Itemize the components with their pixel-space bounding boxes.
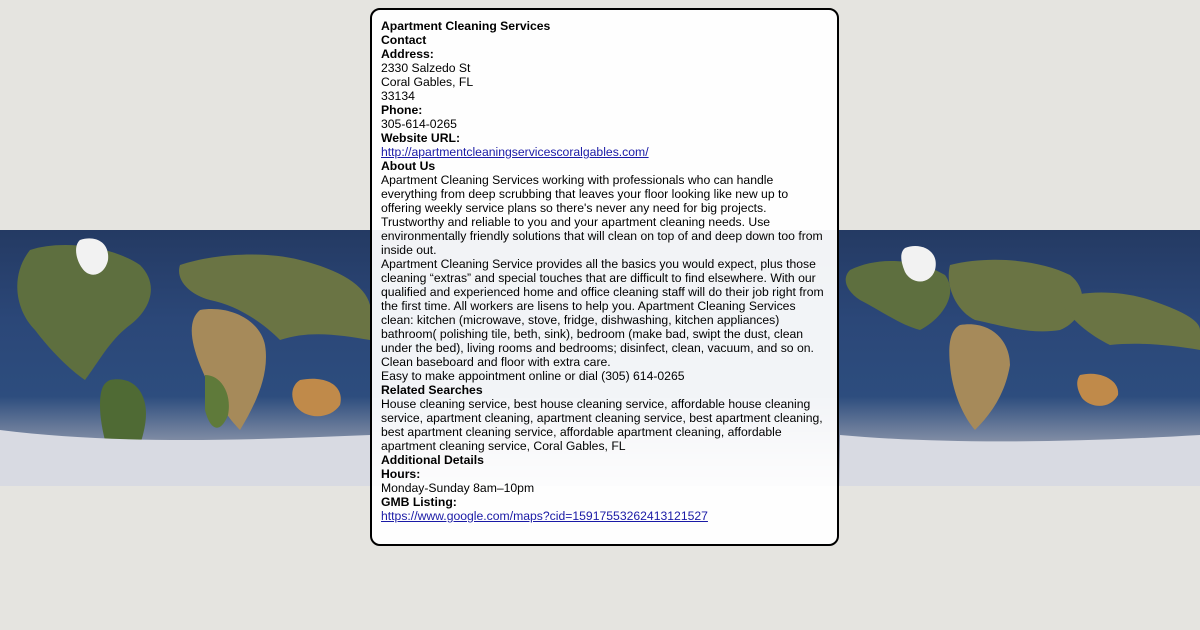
- about-paragraph-2: Apartment Cleaning Service provides all the basics you would expect, plus those cleaning “extras” and special touches that are difficult to find elsewhere. With our qualified and experienced home and office cleaning staff will do their job right from the first time. All workers are lisens to help you. Apartment Cleaning Services clean: kitchen (microwave, stove, fridge, dishwashing, kitchen appliances) bathroom( polishing tile, beth, sink), bedroom (make bad, swipt the dust, clean under the bed), living rooms and bedrooms; disinfect, clean, vacuum, and so on. Clean baseboard and floor with extra care.: [381, 257, 824, 369]
- related-searches-text: House cleaning service, best house cleaning service, affordable house cleaning service, apartment cleaning, apartment cleaning service, best apartment cleaning, best apartment cleaning service, affordable apartment cleaning, affordable apartment cleaning service, Coral Gables, FL: [381, 397, 823, 453]
- phone-label: Phone:: [381, 103, 423, 117]
- about-heading: About Us: [381, 159, 436, 173]
- address-city: Coral Gables, FL: [381, 75, 474, 89]
- about-paragraph-1: Apartment Cleaning Services working with professionals who can handle everything from deep scrubbing that leaves your floor looking like new up to offering weekly service plans so there's never any need for big projects. Trustworthy and reliable to you and your apartment cleaning needs. Use environmentally friendly solutions that will clean on top of and deep down too from inside out.: [381, 173, 823, 257]
- continents-right: [840, 246, 1200, 486]
- continents-left: [0, 238, 370, 486]
- about-paragraph-3: Easy to make appointment online or dial (305) 614-0265: [381, 369, 685, 383]
- gmb-link[interactable]: https://www.google.com/maps?cid=15917553262413121527: [381, 509, 708, 523]
- hours-value: Monday-Sunday 8am–10pm: [381, 481, 535, 495]
- phone-number: 305-614-0265: [381, 117, 457, 131]
- website-link[interactable]: http://apartmentcleaningservicescoralgables.com/: [381, 145, 649, 159]
- gmb-label: GMB Listing:: [381, 495, 457, 509]
- address-street: 2330 Salzedo St: [381, 61, 471, 75]
- business-title: Apartment Cleaning Services: [381, 19, 551, 33]
- contact-heading: Contact: [381, 33, 427, 47]
- related-searches-heading: Related Searches: [381, 383, 483, 397]
- address-zip: 33134: [381, 89, 415, 103]
- website-label: Website URL:: [381, 131, 460, 145]
- address-label: Address:: [381, 47, 434, 61]
- listing-card: [370, 8, 839, 546]
- additional-details-heading: Additional Details: [381, 453, 484, 467]
- hours-label: Hours:: [381, 467, 421, 481]
